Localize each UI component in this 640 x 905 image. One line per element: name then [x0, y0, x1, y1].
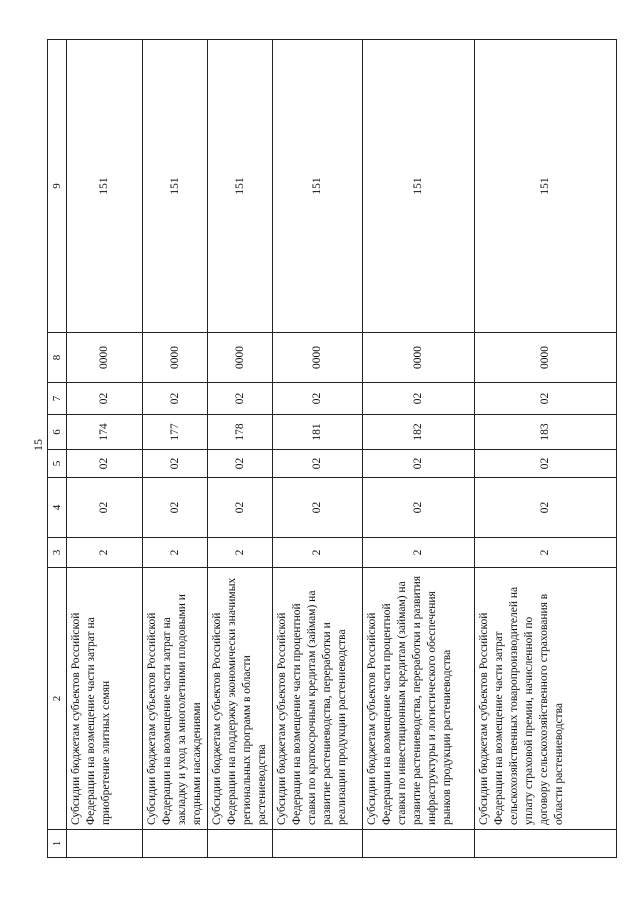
kbk-code-4-cell: 181	[273, 415, 363, 450]
description-cell: Субсидии бюджетам субъектов Российской Федерации на возмещение части затрат на приобретение элитных семян	[67, 568, 143, 830]
table-row	[208, 40, 273, 858]
kbk-code-1-cell: 2	[143, 538, 208, 568]
table-row	[143, 40, 208, 858]
budget-classification-table	[47, 39, 617, 858]
kbk-code-3-cell: 02	[67, 450, 143, 478]
kbk-code-4-cell: 183	[475, 415, 617, 450]
row-number-cell	[273, 830, 363, 858]
table-row	[67, 40, 143, 858]
column-header-2: 2	[48, 568, 67, 830]
page-number: 15	[31, 439, 45, 451]
kosgu-code-cell: 151	[67, 40, 143, 333]
table-row	[273, 40, 363, 858]
kbk-code-3-cell: 02	[208, 450, 273, 478]
kbk-code-1-cell: 2	[363, 538, 475, 568]
table-row	[363, 40, 475, 858]
kbk-code-6-cell: 0000	[143, 333, 208, 383]
kosgu-code-cell: 151	[475, 40, 617, 333]
kbk-code-4-cell: 178	[208, 415, 273, 450]
row-number-cell	[143, 830, 208, 858]
column-header-4: 4	[48, 478, 67, 538]
kbk-code-3-cell: 02	[363, 450, 475, 478]
kbk-code-4-cell: 174	[67, 415, 143, 450]
description-cell: Субсидии бюджетам субъектов Российской Федерации на возмещение части затрат на закладку и уход за многолетними плодовыми и ягодными насаждениями	[143, 568, 208, 830]
column-header-1: 1	[48, 830, 67, 858]
kbk-code-3-cell: 02	[273, 450, 363, 478]
kosgu-code-cell: 151	[363, 40, 475, 333]
kbk-code-3-cell: 02	[475, 450, 617, 478]
kosgu-code-cell: 151	[273, 40, 363, 333]
rotated-table-container	[47, 40, 607, 858]
kbk-code-3-cell: 02	[143, 450, 208, 478]
row-number-cell	[363, 830, 475, 858]
row-number-cell	[67, 830, 143, 858]
kbk-code-6-cell: 0000	[67, 333, 143, 383]
kbk-code-5-cell: 02	[208, 383, 273, 415]
header-row	[48, 40, 67, 858]
kbk-code-1-cell: 2	[475, 538, 617, 568]
kbk-code-2-cell: 02	[273, 478, 363, 538]
kosgu-code-cell: 151	[143, 40, 208, 333]
kbk-code-6-cell: 0000	[363, 333, 475, 383]
kbk-code-5-cell: 02	[363, 383, 475, 415]
description-cell: Субсидии бюджетам субъектов Российской Федерации на возмещение части процентной ставки по инвестиционным кредитам (займам) на развитие растениеводства, переработки и развития инфраструктуры и логистического обеспечения рынков продукции растениеводства	[363, 568, 475, 830]
row-number-cell	[475, 830, 617, 858]
kosgu-code-cell: 151	[208, 40, 273, 333]
kbk-code-2-cell: 02	[208, 478, 273, 538]
column-header-9: 9	[48, 40, 67, 333]
column-header-5: 5	[48, 450, 67, 478]
column-header-7: 7	[48, 383, 67, 415]
kbk-code-6-cell: 0000	[208, 333, 273, 383]
kbk-code-1-cell: 2	[208, 538, 273, 568]
kbk-code-5-cell: 02	[475, 383, 617, 415]
kbk-code-5-cell: 02	[273, 383, 363, 415]
kbk-code-6-cell: 0000	[273, 333, 363, 383]
kbk-code-6-cell: 0000	[475, 333, 617, 383]
kbk-code-1-cell: 2	[273, 538, 363, 568]
kbk-code-2-cell: 02	[363, 478, 475, 538]
kbk-code-2-cell: 02	[143, 478, 208, 538]
kbk-code-2-cell: 02	[475, 478, 617, 538]
kbk-code-5-cell: 02	[143, 383, 208, 415]
kbk-code-4-cell: 182	[363, 415, 475, 450]
column-header-3: 3	[48, 538, 67, 568]
kbk-code-1-cell: 2	[67, 538, 143, 568]
description-cell: Субсидии бюджетам субъектов Российской Федерации на возмещение части процентной ставки по краткосрочным кредитам (займам) на развитие растениеводства, переработки и реализации продукции растениеводства	[273, 568, 363, 830]
kbk-code-5-cell: 02	[67, 383, 143, 415]
table-row	[475, 40, 617, 858]
column-header-6: 6	[48, 415, 67, 450]
kbk-code-4-cell: 177	[143, 415, 208, 450]
description-cell: Субсидии бюджетам субъектов Российской Федерации на возмещение части затрат сельскохозяйственных товаропроизводителей на уплату страховой премии, начисленной по договору сельскохозяйственного страхования в области растениеводства	[475, 568, 617, 830]
kbk-code-2-cell: 02	[67, 478, 143, 538]
row-number-cell	[208, 830, 273, 858]
description-cell: Субсидии бюджетам субъектов Российской Федерации на поддержку экономически значимых региональных программ в области растениеводства	[208, 568, 273, 830]
column-header-8: 8	[48, 333, 67, 383]
